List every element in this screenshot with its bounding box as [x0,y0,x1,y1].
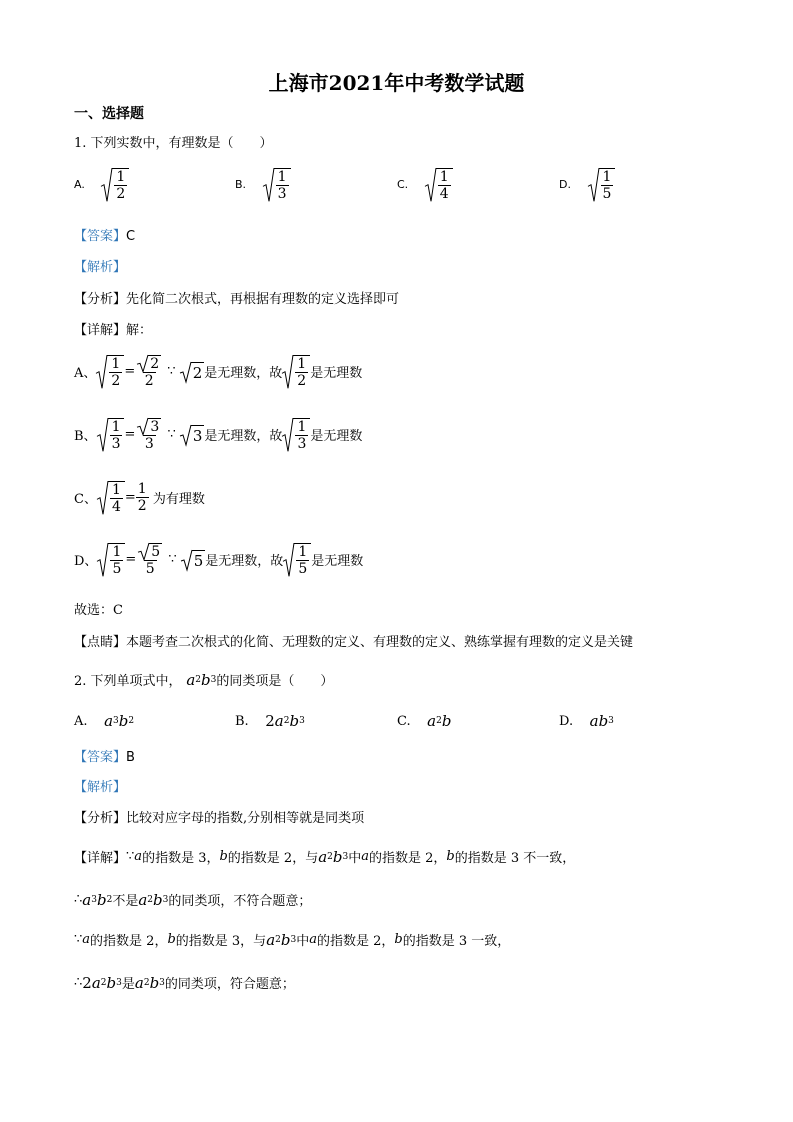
q2-option-d: D. ab 3 [559,712,614,730]
q1-step-c: C、 $\frac{1}{4}$ = $\frac{1}{2}$ 为有理数 [74,481,205,515]
q1-fenxi: 【分析】先化简二次根式，再根据有理数的定义选择即可 [74,292,400,307]
q1-step-d: D、 $\frac{1}{5}$ = $\frac{5}{5}$ ∵ 5 是无理数，故 $\frac{1}{5}$ 是无理数 [74,544,364,577]
q1-select: 故选：C [74,603,123,618]
q2-jiexi: 【解析】 [74,780,127,795]
sqrt-radical: $\frac{1}{4}$ [425,168,453,201]
sqrt-radical: $\frac{1}{3}$ [263,168,291,201]
q2-fenxi: 【分析】比较对应字母的指数,分别相等就是同类项 [74,811,365,826]
q2-option-c: C. a 2 b [397,712,452,730]
q2-detail-line2: ∴ a 3 b 2 不是 a 2 b 3 的同类项，不符合题意； [74,890,312,909]
q1-option-b: B. $\frac{1}{3}$ [235,168,291,201]
q1-stem: 1. 下列实数中，有理数是（ ） [74,136,273,151]
q2-option-b: B. 2 a 2 b 3 [235,712,305,730]
q2-stem: 2. 下列单项式中， a 2 b 3 的同类项是（ ） [74,670,334,689]
q2-answer: 【答案】B [74,750,135,765]
q1-step-a: A、 $\frac{1}{2}$ = $\frac{2}{2}$ ∵ 2 是无理数，故 $\frac{1}{2}$ 是无理数 [74,356,363,389]
page-title: 上海市2021年中考数学试题 [268,71,525,95]
q1-answer: 【答案】C [74,229,136,244]
q2-detail-line3: ∵ a 的指数是 2， b 的指数是 3，与 a 2 b 3 中 a 的指数是 2， b 的指数是 3 一致， [74,930,511,949]
q1-option-a: A. $\frac{1}{2}$ [74,168,129,201]
sqrt-radical: $\frac{1}{5}$ [588,168,616,201]
q1-xiangjie: 【详解】解： [74,323,153,338]
q2-detail-line4: ∴ 2 a 2 b 3 是 a 2 b 3 的同类项，符合题意； [74,973,295,992]
q1-jiexi: 【解析】 [74,260,127,275]
q1-option-c: C. $\frac{1}{4}$ [397,168,453,201]
section-heading: 一、选择题 [74,106,144,122]
q1-dianjing: 【点睛】本题考查二次根式的化简、无理数的定义、有理数的定义、熟练掌握有理数的定义是关键 [74,635,634,650]
q1-step-b: B、 $\frac{1}{3}$ = $\frac{3}{3}$ ∵ 3 是无理数，故 $\frac{1}{3}$ 是无理数 [74,419,363,452]
q1-option-d: D. $\frac{1}{5}$ [559,168,615,201]
sqrt-radical: $\frac{1}{2}$ [101,168,129,201]
q2-option-a: A. a 3 b 2 [74,712,135,730]
q2-detail-line1: 【详解】 ∵ a 的指数是 3， b 的指数是 2，与 a 2 b 3 中 a 的指数是 2， b 的指数是 3 不一致， [74,847,576,866]
